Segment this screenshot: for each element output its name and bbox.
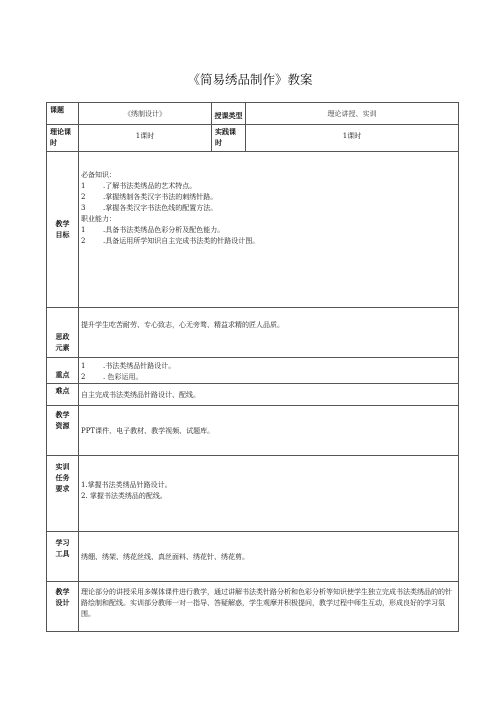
row-ideology (47, 308, 459, 358)
topic-label: 课题 (47, 103, 79, 125)
topic-value: 《绣制设计》 (79, 103, 212, 125)
ideology-text: 提升学生吃苦耐劳、专心致志，心无旁骛、精益求精的匠人品质。 (79, 308, 459, 358)
ability-item: 2 .具备运用所学知识自主完成书法类的针路设计图。 (81, 237, 260, 245)
tools-text: 绣绷、绣架、绣花丝线、真丝面料、绣花针、绣花剪。 (79, 532, 459, 582)
objectives-content (79, 152, 459, 308)
training-content (79, 456, 459, 532)
keypoint-item: 2 . 色彩运用。 (81, 373, 143, 381)
training-label: 实训任务要求 (47, 456, 79, 532)
knowledge-item: 1 .了解书法类绣品的艺术特点。 (81, 182, 197, 190)
ability-title: 职业能力： (81, 215, 116, 223)
keypoint-item: 1 .书法类绣品针路设计。 (81, 362, 176, 370)
difficulty-text: 自主完成书法类绣品针路设计、配线。 (79, 384, 459, 406)
row-objectives (47, 152, 459, 308)
row-resources (47, 406, 459, 456)
objectives-label: 教学目标 (47, 152, 79, 308)
training-item: 1.掌握书法类绣品针路设计。 (81, 481, 172, 489)
practice-hours-label: 实践课时 (212, 125, 246, 152)
practice-hours-value: 1课时 (246, 125, 459, 152)
knowledge-item: 2 .掌握绣制各类汉字书法的刺绣针路。 (81, 193, 218, 201)
theory-hours-value: 1课时 (79, 125, 212, 152)
training-item: 2. 掌握书法类绣品的配线。 (81, 492, 167, 500)
keypoints-content (79, 358, 459, 384)
row-tools (47, 532, 459, 582)
difficulty-label: 难点 (47, 384, 79, 406)
row-difficulty (47, 384, 459, 406)
ability-item: 1 .具备书法类绣品色彩分析及配色能力。 (81, 226, 225, 234)
theory-hours-label: 理论课时 (47, 125, 79, 152)
ideology-label: 思政元素 (47, 308, 79, 358)
type-label: 授课类型 (212, 103, 246, 125)
row-design (47, 582, 459, 632)
row-training (47, 456, 459, 532)
type-value: 理论讲授、实训 (246, 103, 459, 125)
knowledge-item: 3 .掌握各类汉字书法色线的配置方法。 (81, 204, 218, 212)
design-text: 理论部分的讲授采用多媒体课件进行教学，通过讲解书法类针路分析和色彩分析等知识使学生独立完成书法类绣品的的针路绘制和配线。实训部分教师一对一指导、答疑解惑，学生观摩并积极提问，教学过程中师生互动，形成良好的学习氛围。 (79, 582, 459, 632)
lesson-plan-table (46, 102, 459, 632)
row-hours (47, 125, 459, 152)
knowledge-title: 必备知识： (81, 171, 116, 179)
keypoints-label: 重点 (47, 358, 79, 384)
tools-label: 学习工具 (47, 532, 79, 582)
row-topic (47, 103, 459, 125)
design-label: 教学设计 (47, 582, 79, 632)
resources-label: 教学资源 (47, 406, 79, 456)
resources-text: PPT课件、电子教材、教学视频、试题库。 (79, 406, 459, 456)
row-keypoints (47, 358, 459, 384)
document-title: 《简易绣品制作》教案 (187, 72, 313, 87)
